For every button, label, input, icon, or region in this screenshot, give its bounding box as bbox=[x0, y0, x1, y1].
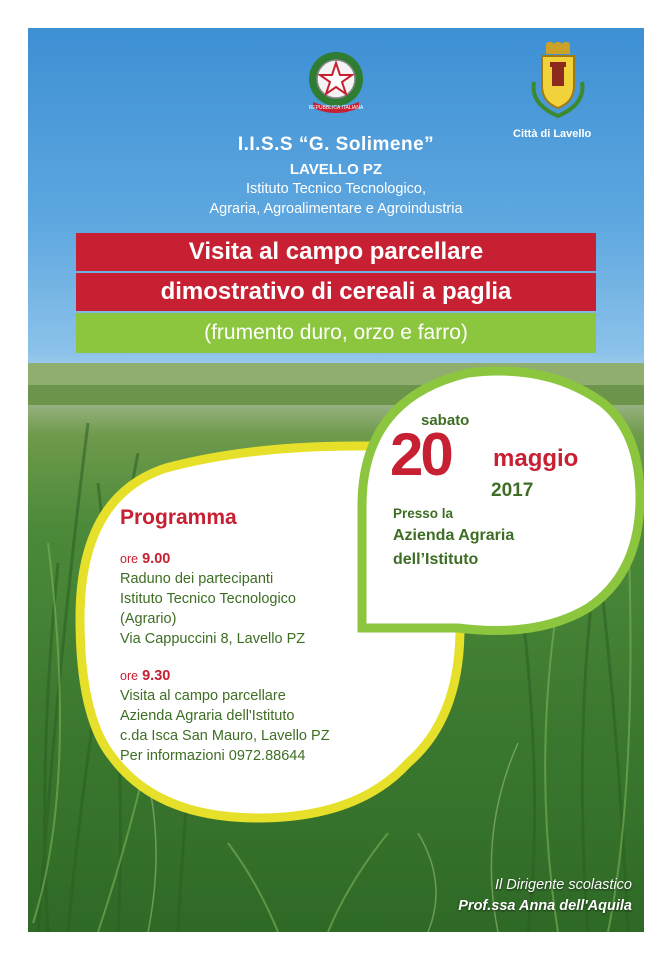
programma-item2-line4: Per informazioni 0972.88644 bbox=[120, 748, 306, 764]
date-presso: Presso la bbox=[393, 506, 454, 521]
ore-label: ore bbox=[120, 669, 139, 683]
title-line2: dimostrativo di cereali a paglia bbox=[76, 273, 596, 311]
poster bbox=[28, 28, 644, 932]
programma-item2-line3: c.da Isca San Mauro, Lavello PZ bbox=[120, 728, 330, 744]
programma-item1-line3: (Agrario) bbox=[120, 611, 177, 627]
programma-item1-line4: Via Cappuccini 8, Lavello PZ bbox=[120, 631, 306, 647]
school-type-line2: Agraria, Agroalimentare e Agroindustria bbox=[209, 201, 463, 217]
programma-item1-line2: Istituto Tecnico Tecnologico bbox=[120, 591, 296, 607]
title-line1: Visita al campo parcellare bbox=[76, 233, 596, 271]
school-name: I.I.S.S “G. Solimene” bbox=[237, 134, 435, 155]
date-place-line1: Azienda Agraria bbox=[393, 527, 515, 544]
programma-item2-line1: Visita al campo parcellare bbox=[120, 688, 286, 704]
svg-text:REPUBBLICA ITALIANA: REPUBBLICA ITALIANA bbox=[308, 105, 364, 111]
programma-item1-time-row bbox=[120, 549, 170, 569]
school-type-line1: Istituto Tecnico Tecnologico, bbox=[245, 181, 427, 197]
programma-heading: Programma bbox=[120, 506, 237, 529]
time-value: 9.00 bbox=[142, 551, 171, 567]
time-value: 9.30 bbox=[142, 668, 171, 684]
programma-item2-time-row bbox=[120, 666, 170, 686]
school-city: LAVELLO PZ bbox=[289, 161, 383, 178]
footer-name: Prof.ssa Anna dell'Aquila bbox=[458, 898, 632, 914]
city-label: Città di Lavello bbox=[513, 128, 592, 140]
title-subtitle: (frumento duro, orzo e farro) bbox=[76, 313, 596, 353]
date-year: 2017 bbox=[491, 480, 534, 501]
info-bubbles bbox=[28, 28, 644, 932]
date-place-line2: dell’Istituto bbox=[393, 551, 479, 568]
programma-item1-line1: Raduno dei partecipanti bbox=[120, 571, 274, 587]
date-month: maggio bbox=[493, 445, 579, 472]
date-weekday: sabato bbox=[421, 412, 470, 429]
ore-label: ore bbox=[120, 552, 139, 566]
programma-item2-line2: Azienda Agraria dell'Istituto bbox=[120, 708, 295, 724]
footer-role: Il Dirigente scolastico bbox=[495, 877, 632, 893]
date-day: 20 bbox=[390, 421, 451, 488]
